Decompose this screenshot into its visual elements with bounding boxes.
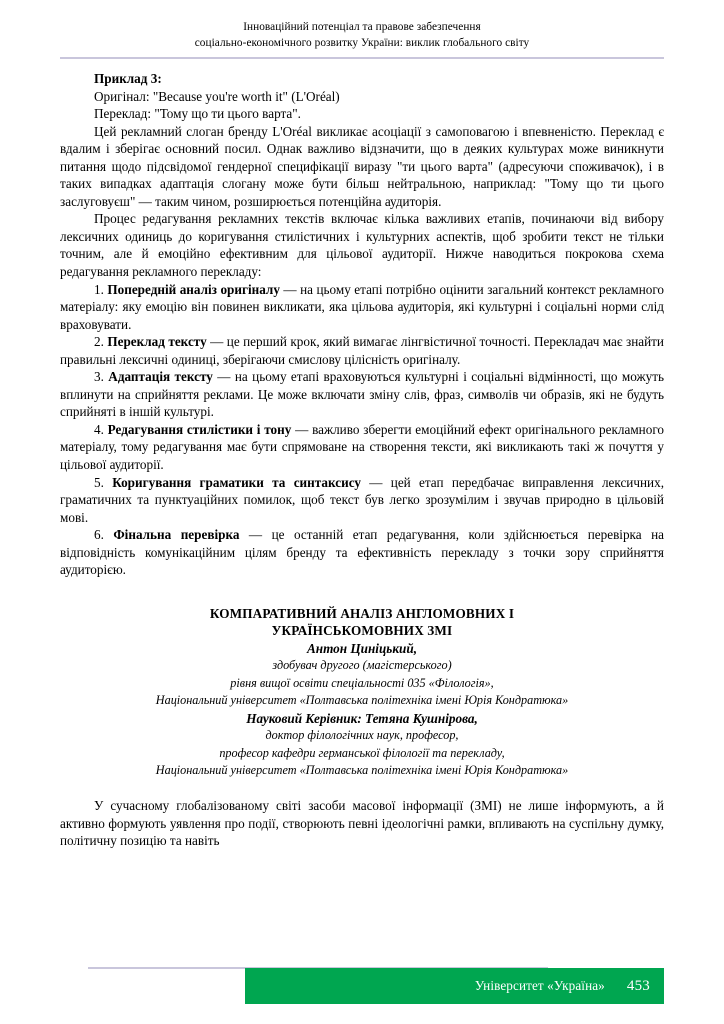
step-title-1: Попередній аналіз оригіналу — [107, 281, 280, 297]
example-label — [60, 70, 664, 88]
step-text-1: — на цьому етапі потрібно оцінити загальний контекст рекламного матеріалу: яку емоцію він повинен викликати, яка цільова аудиторія, які культурні і соціальні норми слід враховувати. — [60, 281, 665, 332]
step-title-5: Коригування граматики та синтаксису — [112, 474, 361, 490]
step-title-3: Адаптація тексту — [108, 369, 213, 385]
step-title-6: Фінальна перевірка — [113, 527, 240, 543]
advisor-position: професор кафедри германської філології та перекладу, — [219, 745, 505, 760]
step-item-1 — [60, 281, 664, 334]
running-head-line-1: Інноваційний потенціал та правове забезпечення — [243, 21, 481, 33]
step-item-5 — [60, 474, 664, 527]
example-label-text: Приклад 3: — [94, 71, 162, 86]
step-item-4 — [60, 421, 664, 474]
step-number-2: 2. — [94, 334, 104, 350]
author-degree-line-1: здобувач другого (магістерського) — [272, 658, 452, 673]
footer-bar — [245, 968, 664, 1004]
analysis-paragraph: Цей рекламний слоган бренду L'Oréal викликає асоціації з самоповагою і впевненістю. Переклад є вдалим і зберігає основний посил. Однак важливо відзначити, що в деяких культурах може виникнути питання щодо підсвідомої гендерної специфікації виразу "ти цього варта" (адресуючи споживачок), і в таких випадках адаптація слогану може бути більш нейтральною, наприклад: "Тому що ти цього заслуговуєш" — таким чином, розширюється потенційна аудиторія. — [60, 123, 664, 209]
step-number-5: 5. — [94, 474, 104, 490]
author-affiliation: Національний університет «Полтавська політехніка імені Юрія Кондратюка» — [155, 693, 569, 708]
footer-publisher-label: Університет «Україна» — [474, 978, 605, 993]
header-rule — [60, 57, 664, 59]
article-title-line-1: КОМПАРАТИВНИЙ АНАЛІЗ АНГЛОМОВНИХ І — [209, 605, 515, 621]
step-item-3 — [60, 368, 664, 421]
step-text-3: — на цьому етапі враховуються культурні і соціальні відмінності, що можуть вплинути на сприйняття реклами. Це може включати зміну слів, фраз, символів чи образів, які не будуть сприйняті в іншій культурі. — [60, 369, 664, 420]
step-text-6: — це останній етап редагування, коли здійснюється перевірка на відповідність комунікаційним цілям бренду та ефективність перекладу з точки зору сприйняття аудиторією. — [60, 527, 664, 578]
step-number-3: 3. — [94, 369, 104, 385]
footer-page-number: 453 — [626, 977, 650, 994]
step-title-2: Переклад тексту — [107, 334, 207, 350]
step-number-6: 6. — [94, 527, 104, 543]
advisor-degree: доктор філологічних наук, професор, — [265, 728, 459, 743]
step-title-4: Редагування стилістики і тону — [107, 421, 292, 437]
step-text-2: — це перший крок, який вимагає лінгвістичної точності. Перекладач має знайти правильні лексичні одиниці, зберігаючи смислову цілісність оригіналу. — [60, 334, 664, 367]
article-author: Антон Циніцький, — [306, 640, 417, 656]
advisor-affiliation: Національний університет «Полтавська політехніка імені Юрія Кондратюка» — [155, 762, 569, 777]
author-degree-line-2: рівня вищої освіти спеціальності 035 «Філологія», — [230, 675, 494, 690]
article-title-line-2: УКРАЇНСЬКОМОВНИХ ЗМІ — [271, 623, 453, 639]
article-heading-block — [60, 605, 664, 780]
scientific-advisor: Науковий Керівник: Тетяна Кушнірова, — [246, 710, 478, 726]
step-text-4: — важливо зберегти емоційний ефект оригінального рекламного матеріалу, тому редагування має бути спрямоване на створення тексти, які викликають такі ж почуття у цільової аудиторії. — [60, 421, 665, 473]
step-text-5: — цей етап передбачає виправлення лексичних, граматичних та пунктуаційних помилок, щоб текст був легко зрозумілим і звучав природно в цільовій мові. — [60, 474, 665, 525]
abstract-paragraph: У сучасному глобалізованому світі засоби масової інформації (ЗМІ) не лише інформують, а й активно формують уявлення про події, створюють певні ідеологічні рамки, впливають на суспільну думку, політичну позицію та навіть — [60, 798, 664, 849]
translation-line: Переклад: "Тому що ти цього варта". — [94, 106, 301, 122]
original-line: Оригінал: "Because you're worth it" (L'Oréal) — [94, 88, 340, 104]
step-item-6 — [60, 526, 664, 579]
step-number-4: 4. — [94, 421, 104, 437]
step-item-2 — [60, 333, 664, 368]
running-head-line-2: соціально-економічного розвитку України: виклик глобального світу — [194, 36, 530, 49]
body-content — [60, 70, 664, 850]
process-paragraph: Процес редагування рекламних текстів включає кілька важливих етапів, починаючи від вибору лексичних одиниць до коригування стилістичних і культурних аспектів, щоб зробити текст не тільки точним, але й емоційно ефективним для цільової аудиторії. Нижче наводиться покрокова схема редагування рекламного перекладу: — [60, 211, 664, 280]
running-head — [0, 20, 724, 51]
step-number-1: 1. — [94, 281, 104, 297]
